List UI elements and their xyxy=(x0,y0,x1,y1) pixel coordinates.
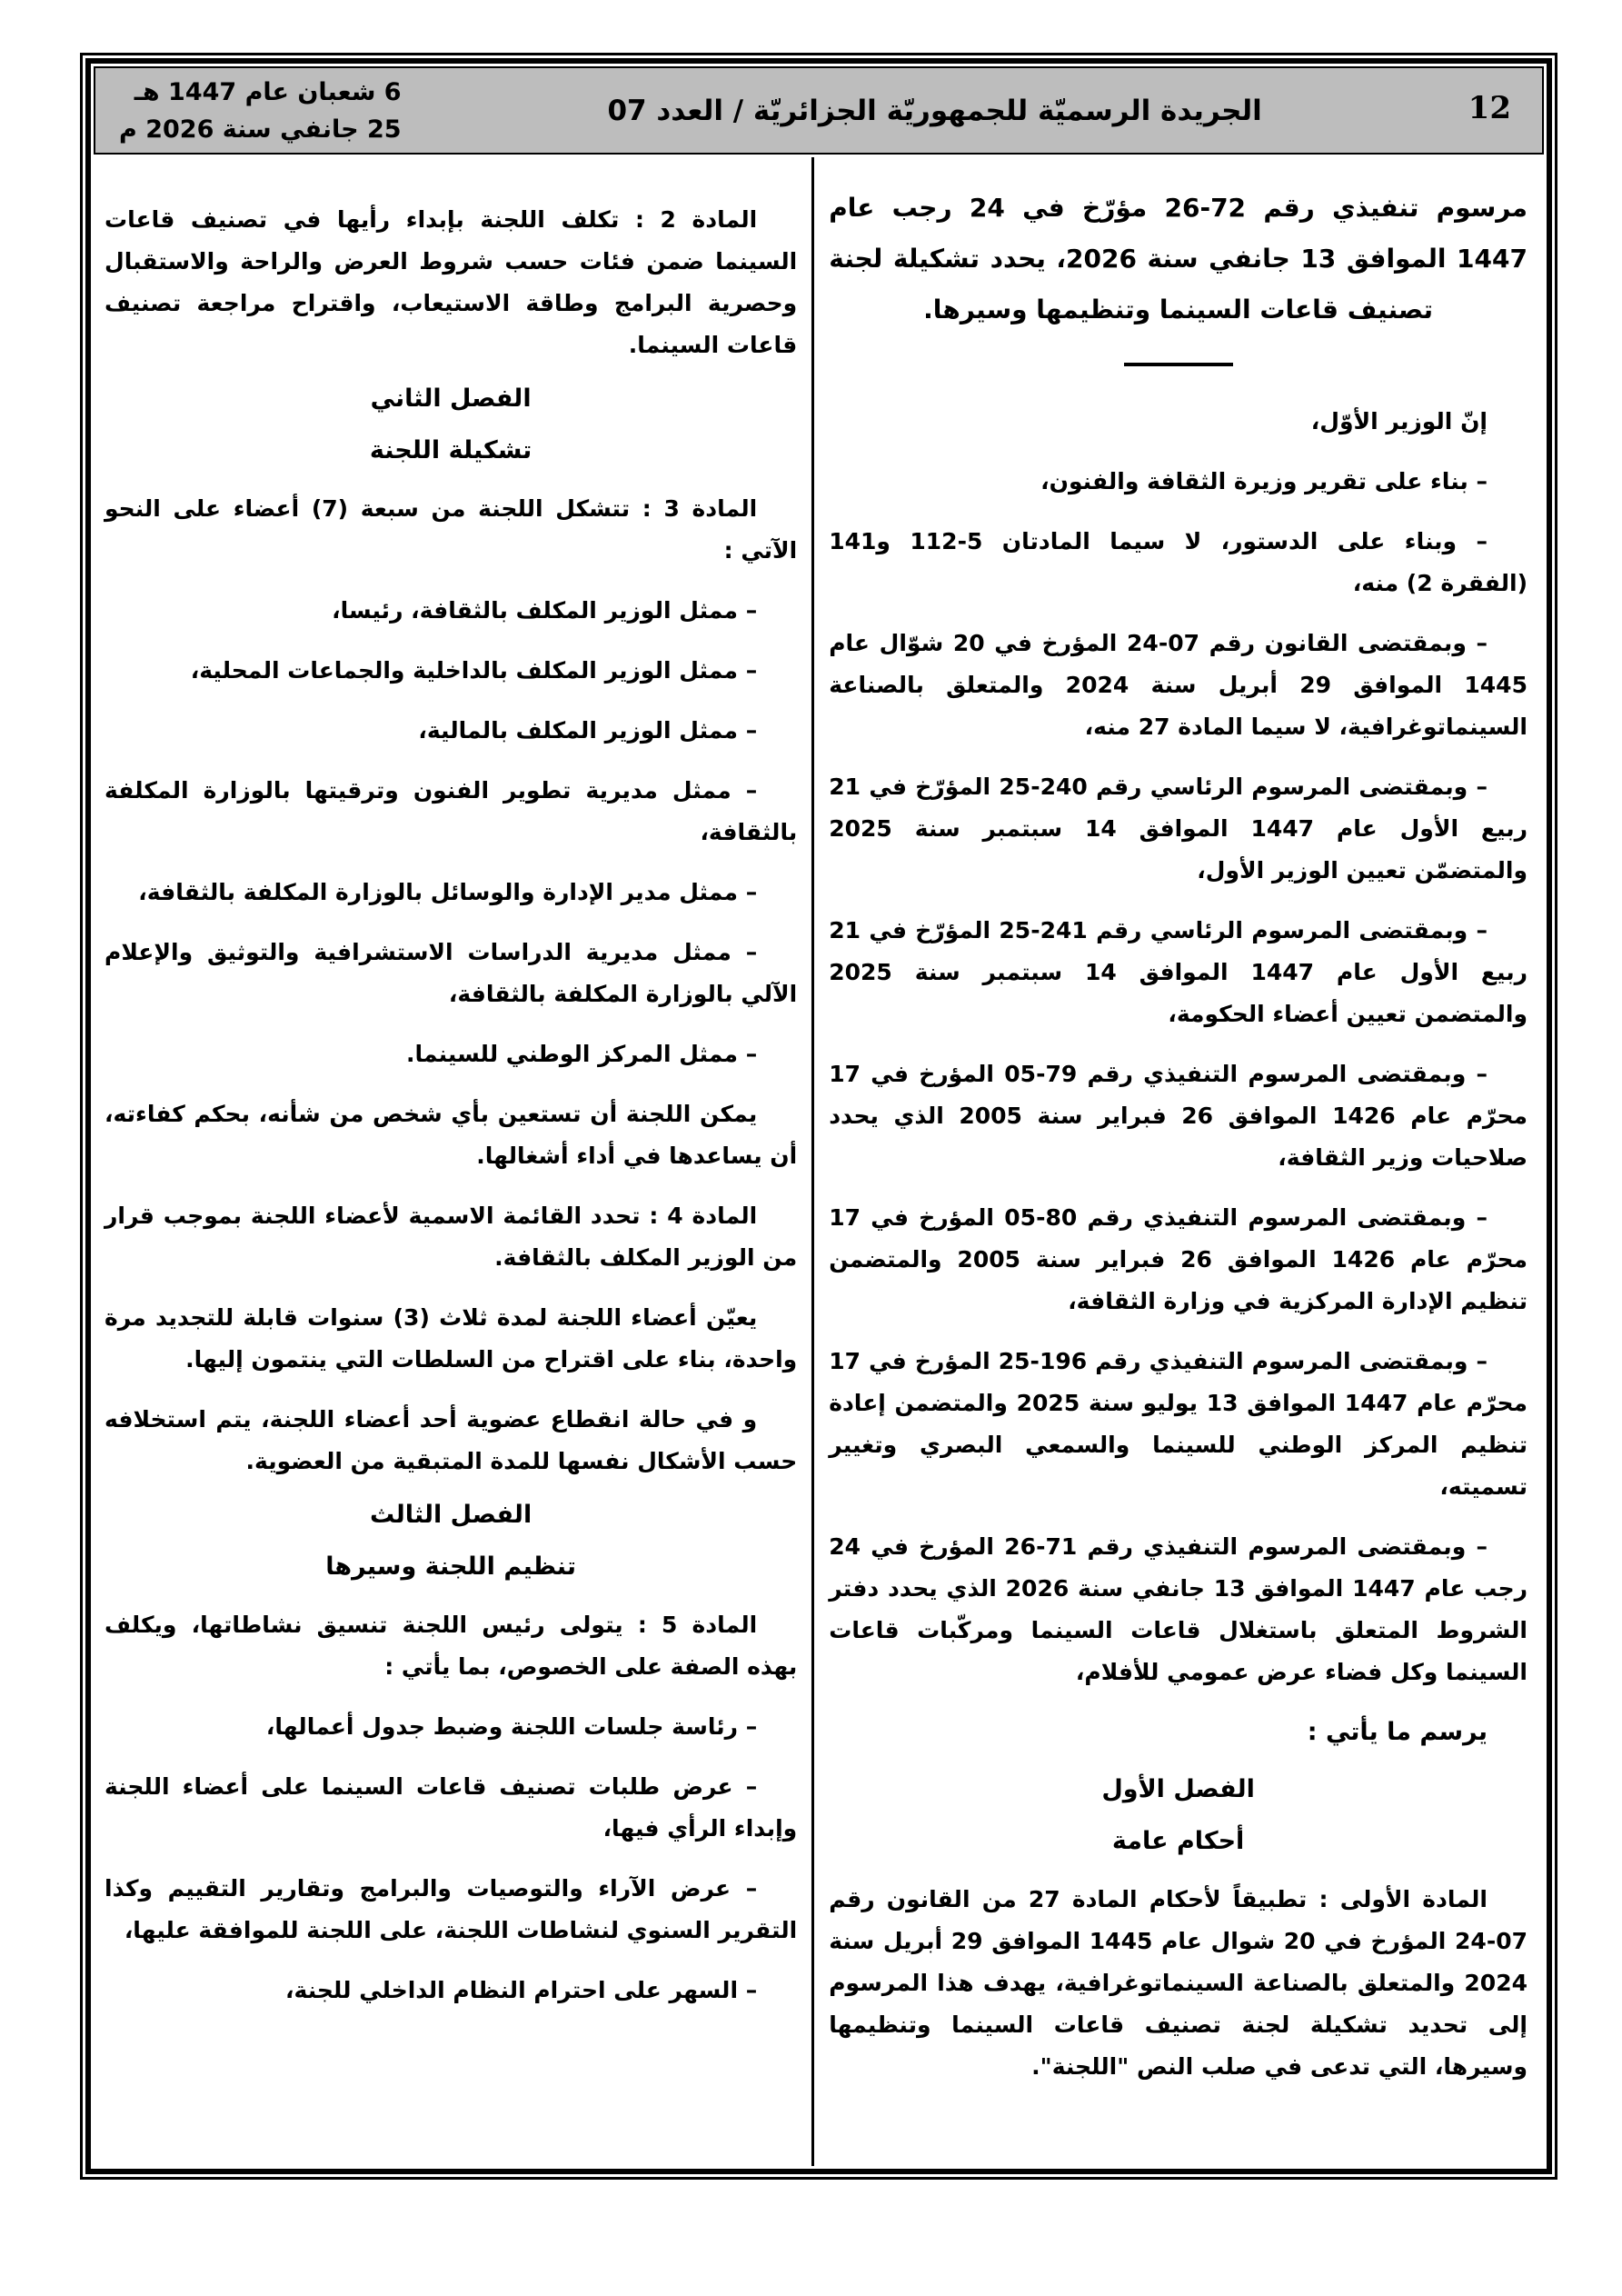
visa-item: – وبمقتضى المرسوم التنفيذي رقم 196-25 المؤرخ في 17 محرّم عام 1447 الموافق 13 يوليو سنة 2025 والمتضمن إعادة تنظيم المركز الوطني للسينما والسمعي البصري وتغيير تسميته، xyxy=(829,1348,1527,1500)
visa-item: – وبمقتضى المرسوم الرئاسي رقم 240-25 المؤرّخ في 21 ربيع الأول عام 1447 الموافق 14 سبتمبر سنة 2025 والمتضمّن تعيين الوزير الأول، xyxy=(829,774,1527,883)
visa-item: – وبناء على الدستور، لا سيما المادتان 5-112 و141 (الفقرة 2) منه، xyxy=(829,528,1527,596)
title-separator xyxy=(1124,363,1233,366)
article-4-label: المادة 4 : xyxy=(640,1203,758,1229)
column-divider xyxy=(811,157,814,2166)
enacting-clause: يرسم ما يأتي : xyxy=(1307,1718,1488,1746)
visa-item: – وبمقتضى المرسوم الرئاسي رقم 241-25 المؤرّخ في 21 ربيع الأول عام 1447 الموافق 14 سبتمبر سنة 2025 والمتضمن تعيين أعضاء الحكومة، xyxy=(829,917,1527,1027)
duty-item: – السهر على احترام النظام الداخلي للجنة، xyxy=(285,1977,758,2003)
member-item: – ممثل الوزير المكلف بالثقافة، رئيسا، xyxy=(332,597,758,624)
article-3-label: المادة 3 : xyxy=(630,495,758,522)
hijri-date: 6 شعبان عام 1447 هـ xyxy=(134,77,402,106)
page-number: 12 xyxy=(1468,89,1511,126)
decree-title: مرسوم تنفيذي رقم 72-26 مؤرّخ في 24 رجب عام 1447 الموافق 13 جانفي سنة 2026، يحدد تشكيلة لجنة تصنيف قاعات السينما وتنظيمها وسيرها. xyxy=(829,193,1527,324)
visa-item: – وبمقتضى المرسوم التنفيذي رقم 71-26 المؤرخ في 24 رجب عام 1447 الموافق 13 جانفي سنة 2026 الذي يحدد دفتر الشروط المتعلق باستغلال قاعات السينما ومركّبات قاعات السينما وكل فضاء عرض عمومي للأفلام، xyxy=(829,1533,1528,1685)
article-1-text: تطبيقاً لأحكام المادة 27 من القانون رقم 07-24 المؤرخ في 20 شوال عام 1445 الموافق 29 أبريل سنة 2024 والمتعلق بالصناعة السينماتوغرافية، يهدف هذا المرسوم إلى تحديد تشكيلة لجنة تصنيف قاعات السينما وتنظيمها وسيرها، التي تدعى في صلب النص "اللجنة". xyxy=(829,1886,1527,2080)
member-item: – ممثل المركز الوطني للسينما. xyxy=(406,1041,758,1067)
article-3-text: تتشكل اللجنة من سبعة (7) أعضاء على النحو الآتي : xyxy=(104,495,798,564)
visa-item: – وبمقتضى المرسوم التنفيذي رقم 80-05 المؤرخ في 17 محرّم عام 1426 الموافق 26 فبراير سنة 2005 والمتضمن تنظيم الإدارة المركزية في وزارة الثقافة، xyxy=(829,1204,1527,1314)
article-4-text: تحدد القائمة الاسمية لأعضاء اللجنة بموجب قرار من الوزير المكلف بالثقافة. xyxy=(104,1203,798,1271)
article-5 xyxy=(104,1604,797,1688)
duty-item: – عرض طلبات تصنيف قاعات السينما على أعضاء اللجنة وإبداء الرأي فيها، xyxy=(104,1773,798,1842)
gregorian-date: 25 جانفي سنة 2026 م xyxy=(119,115,402,144)
chapter-three-subtitle: تنظيم اللجنة وسيرها xyxy=(325,1552,576,1581)
member-item: – ممثل مدير الإدارة والوسائل بالوزارة المكلفة بالثقافة، xyxy=(138,879,758,905)
member-item: – ممثل الوزير المكلف بالداخلية والجماعات المحلية، xyxy=(190,657,758,684)
duty-item: – عرض الآراء والتوصيات والبرامج وتقارير التقييم وكذا التقرير السنوي لنشاطات اللجنة، على اللجنة للموافقة عليها، xyxy=(104,1875,798,1943)
visa-item: – بناء على تقرير وزيرة الثقافة والفنون، xyxy=(1040,468,1488,494)
visa-item: – وبمقتضى المرسوم التنفيذي رقم 79-05 المؤرخ في 17 محرّم عام 1426 الموافق 26 فبراير سنة 2005 الذي يحدد صلاحيات وزير الثقافة، xyxy=(829,1061,1527,1171)
member-item: – ممثل مديرية الدراسات الاستشرافية والتوثيق والإعلام الآلي بالوزارة المكلفة بالثقافة، xyxy=(104,939,798,1007)
chapter-three-title: الفصل الثالث xyxy=(370,1501,532,1529)
article-1-label: المادة الأولى : xyxy=(1307,1886,1488,1912)
page-frame-inner xyxy=(85,58,1552,2174)
column-left xyxy=(94,157,811,2166)
article-4-paragraph-3: و في حالة انقطاع عضوية أحد أعضاء اللجنة، يتم استخلافه حسب الأشكال نفسها للمدة المتبقية من العضوية. xyxy=(104,1406,798,1474)
preamble-intro: إنّ الوزير الأوّل، xyxy=(1310,408,1488,434)
page-frame xyxy=(80,53,1557,2180)
header-date-block xyxy=(119,74,402,148)
article-1 xyxy=(829,1879,1527,2088)
chapter-two-subtitle: تشكيلة اللجنة xyxy=(369,436,532,464)
article-2 xyxy=(104,199,797,366)
page-header xyxy=(94,66,1544,155)
article-3 xyxy=(104,488,797,572)
article-5-label: المادة 5 : xyxy=(622,1612,758,1638)
article-4-paragraph-2: يعيّن أعضاء اللجنة لمدة ثلاث (3) سنوات قابلة للتجديد مرة واحدة، بناء على اقتراح من السلطات التي ينتمون إليها. xyxy=(104,1304,798,1373)
column-right xyxy=(814,157,1544,2166)
article-3-note: يمكن اللجنة أن تستعين بأي شخص من شأنه، بحكم كفاءته، أن يساعدها في أداء أشغالها. xyxy=(104,1101,798,1169)
journal-title: الجريدة الرسميّة للجمهوريّة الجزائريّة / العدد 07 xyxy=(607,94,1262,127)
visa-item: – وبمقتضى القانون رقم 07-24 المؤرخ في 20 شوّال عام 1445 الموافق 29 أبريل سنة 2024 والمتعلق بالصناعة السينماتوغرافية، لا سيما المادة 27 منه، xyxy=(829,630,1527,740)
page-body xyxy=(94,157,1544,2166)
member-item: – ممثل مديرية تطوير الفنون وترقيتها بالوزارة المكلفة بالثقافة، xyxy=(104,777,798,845)
article-4 xyxy=(104,1195,797,1279)
chapter-one-subtitle: أحكام عامة xyxy=(1111,1827,1245,1855)
chapter-two-title: الفصل الثاني xyxy=(370,384,532,413)
article-2-text: تكلف اللجنة بإبداء رأيها في تصنيف قاعات السينما ضمن فئات حسب شروط العرض والراحة والاستقبال وحصرية البرامج وطاقة الاستيعاب، واقتراح مراجعة تصنيف قاعات السينما. xyxy=(104,206,798,358)
duty-item: – رئاسة جلسات اللجنة وضبط جدول أعمالها، xyxy=(265,1713,758,1740)
article-5-text: يتولى رئيس اللجنة تنسيق نشاطاتها، ويكلف بهذه الصفة على الخصوص، بما يأتي : xyxy=(104,1612,798,1680)
article-2-label: المادة 2 : xyxy=(619,206,758,233)
chapter-one-title: الفصل الأول xyxy=(1101,1775,1255,1803)
member-item: – ممثل الوزير المكلف بالمالية، xyxy=(418,717,758,744)
